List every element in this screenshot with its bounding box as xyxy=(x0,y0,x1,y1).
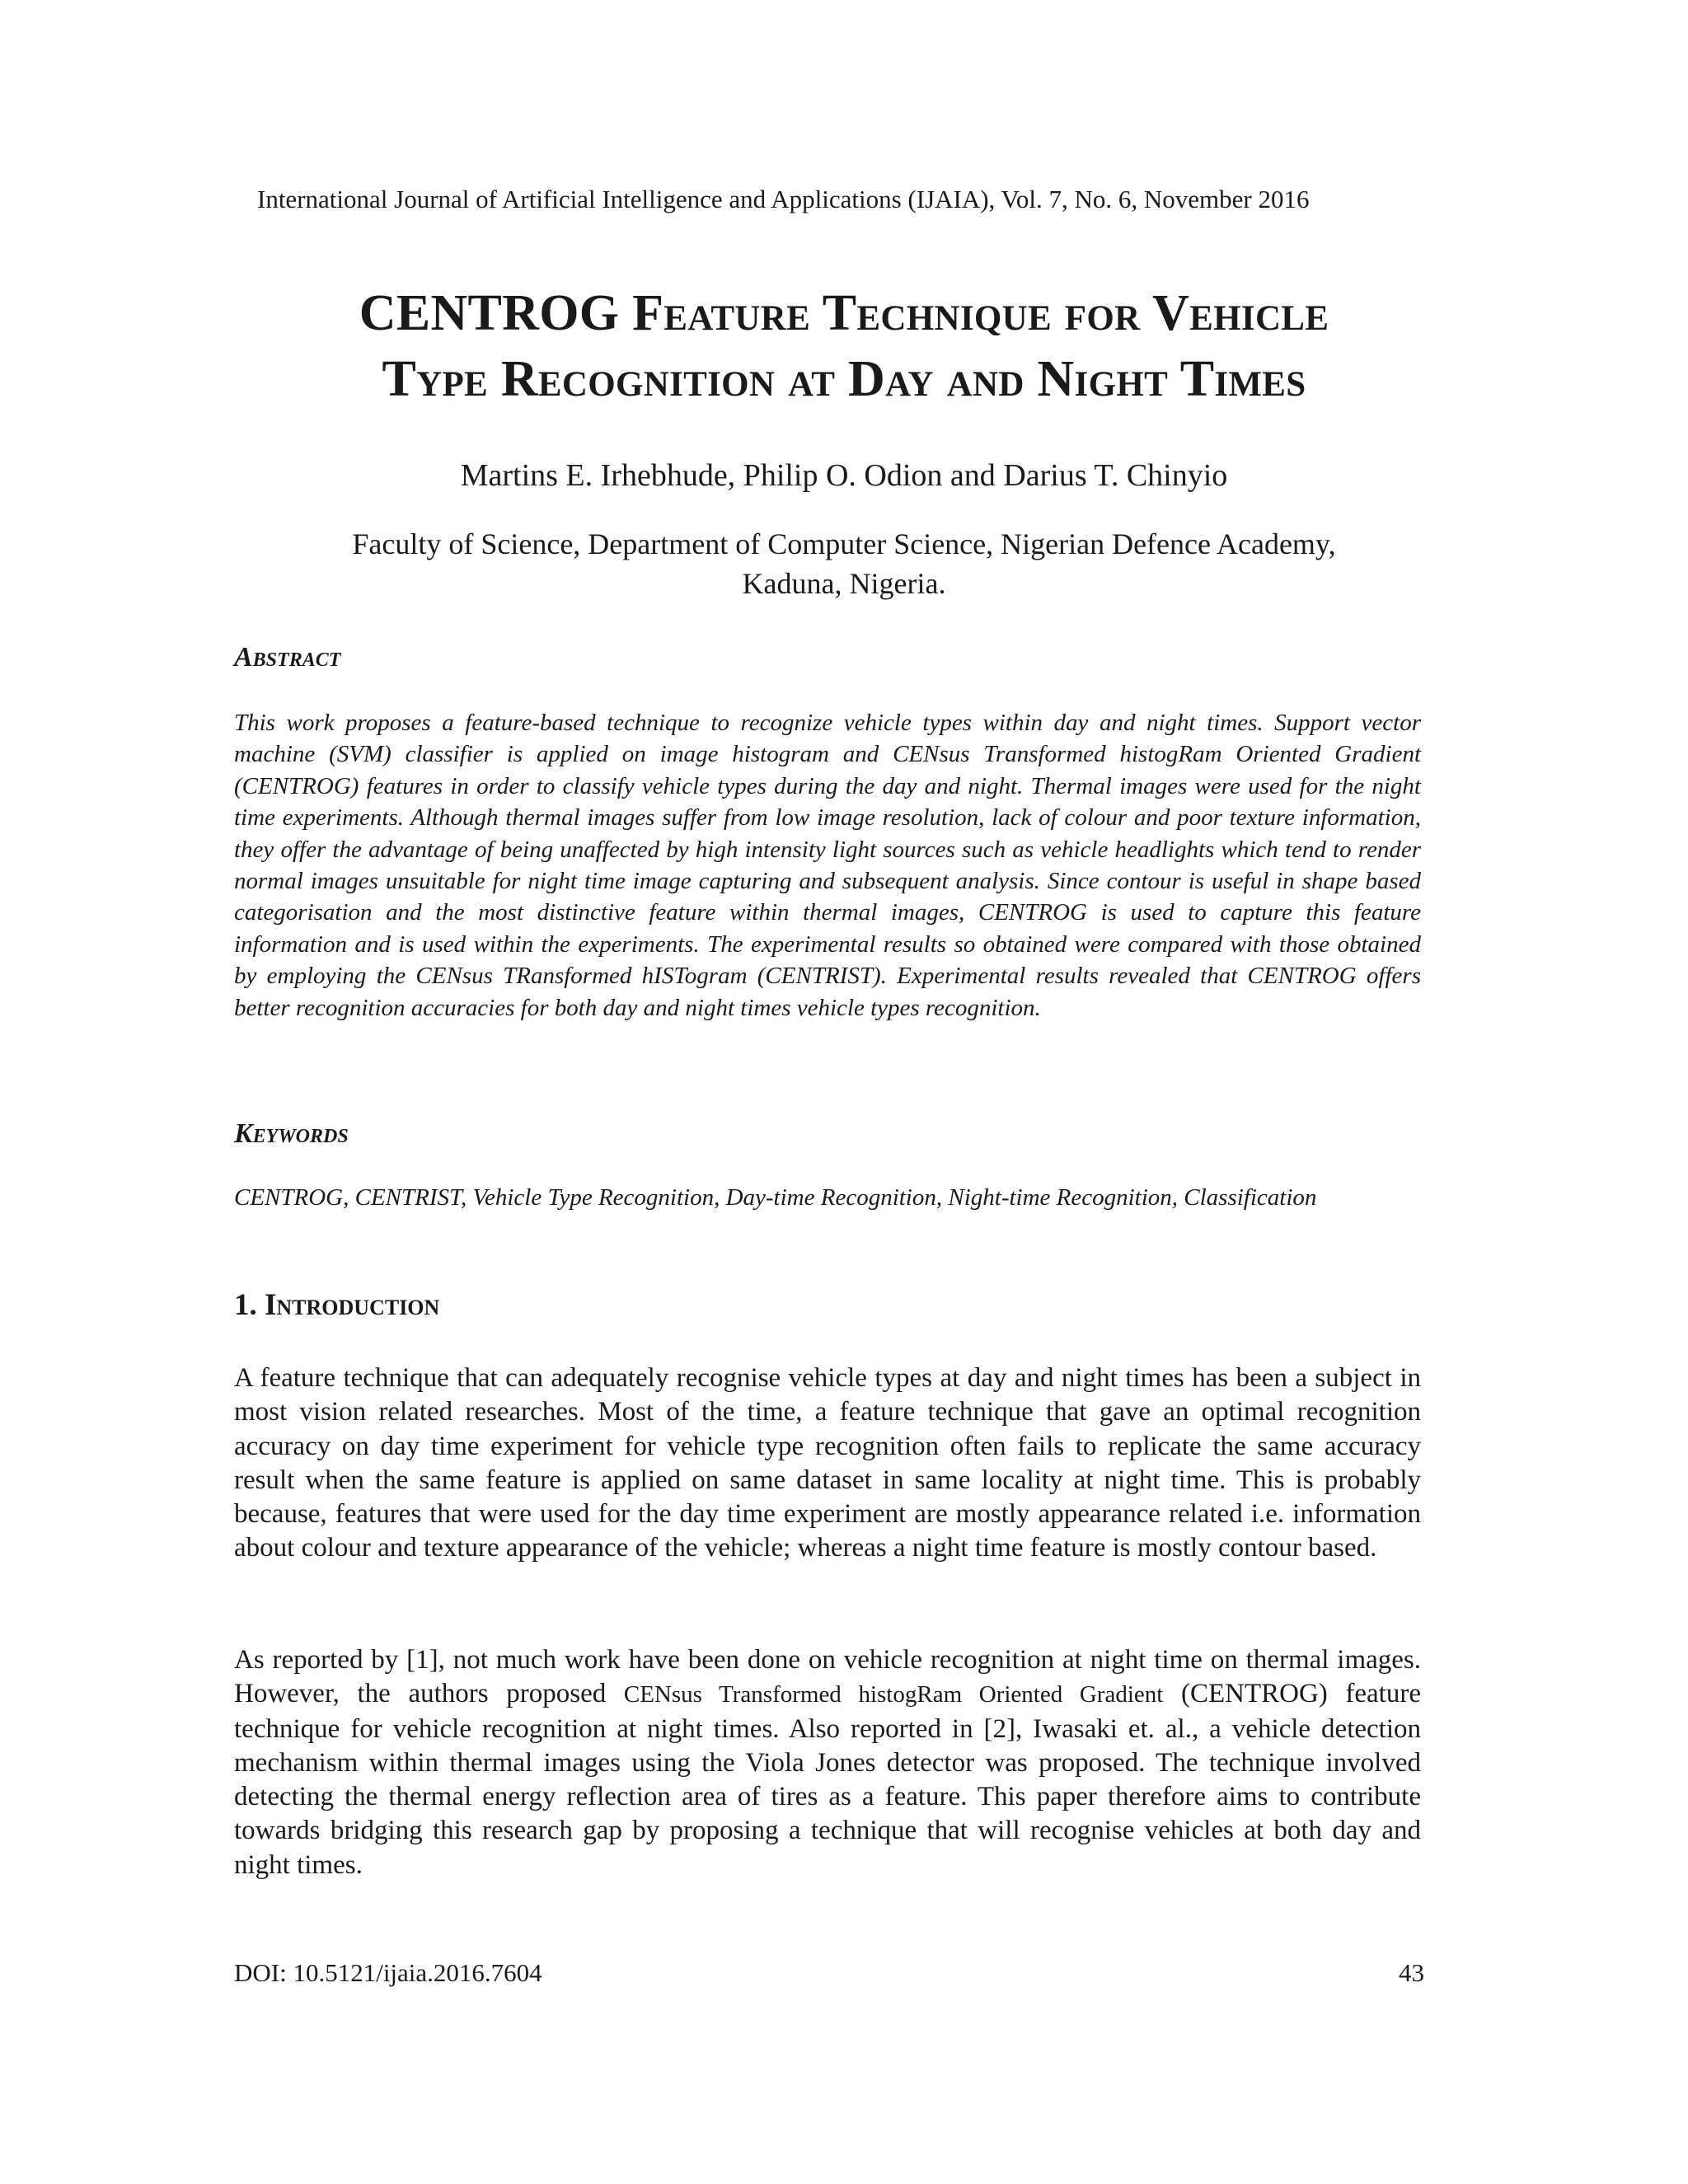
running-header: International Journal of Artificial Intelligence and Applications (IJAIA), Vol. 7, No. 6, November 2016 xyxy=(257,185,1310,213)
affiliation-line-2: Kaduna, Nigeria. xyxy=(742,567,946,600)
introduction-heading xyxy=(234,1286,439,1325)
abstract-text: This work proposes a feature-based technique to recognize vehicle types within day and night times. Support vector machine (SVM) classifier is applied on image histogram and CENsus Transformed histogRam Oriented Gradient (CENTROG) features in order to classify vehicle types during the day and night. Thermal images were used for the night time experiments. Although thermal images suffer from low image resolution, lack of colour and poor texture information, they offer the advantage of being unaffected by high intensity light sources such as vehicle headlights which tend to render normal images unsuitable for night time image capturing and subsequent analysis. Since contour is useful in shape based categorisation and the most distinctive feature within thermal images, CENTROG is used to capture this feature information and is used within the experiments. The experimental results so obtained were compared with those obtained by employing the CENsus TRansformed hISTogram (CENTRIST). Experimental results revealed that CENTROG offers better recognition accuracies for both day and night times vehicle types recognition. xyxy=(234,710,1421,1021)
section-number: 1. xyxy=(234,1288,257,1322)
affiliation xyxy=(247,524,1441,603)
authors: Martins E. Irhebhude, Philip O. Odion and Darius T. Chinyio xyxy=(460,458,1228,493)
keywords-text: CENTROG, CENTRIST, Vehicle Type Recognition, Day-time Recognition, Night-time Recognition, Classification xyxy=(234,1184,1317,1211)
abstract-heading: Abstract xyxy=(234,642,341,673)
introduction-paragraph-1: A feature technique that can adequately recognise vehicle types at day and night times has been a subject in most vision related researches. Most of the time, a feature technique that gave an optimal recognition accuracy on day time experiment for vehicle type recognition often fails to replicate the same accuracy result when the same feature is applied on same dataset in same locality at night time. This is probably because, features that were used for the day time experiment are mostly appearance related i.e. information about colour and texture appearance of the vehicle; whereas a night time feature is mostly contour based. xyxy=(234,1363,1421,1563)
section-title: Introduction xyxy=(265,1288,440,1322)
introduction-paragraph-2 xyxy=(234,1643,1421,1882)
paragraph-2-end: (CENTROG) feature technique for vehicle recognition at night times. Also reported in [2], Iwasaki et. al., a vehicle detection mechanism within thermal images using the Viola Jones detector was proposed. The technique involved detecting the thermal energy reflection area of tires as a feature. This paper therefore aims to contribute towards bridging this research gap by proposing a technique that will recognise vehicles at both day and night times. xyxy=(234,1679,1421,1880)
title-line-2: Type Recognition at Day and Night Times xyxy=(382,351,1306,407)
title-line-1: CENTROG Feature Technique for Vehicle xyxy=(359,285,1329,341)
page-number: 43 xyxy=(1399,1958,1424,1987)
paragraph-2-start: As reported by [1], not much work have been done on vehicle recognition at night time on thermal images. However, the authors proposed xyxy=(234,1645,1421,1709)
paragraph-2-term: CENsus Transformed histogRam Oriented Gradient xyxy=(623,1681,1164,1708)
keywords-heading: Keywords xyxy=(234,1118,349,1149)
affiliation-line-1: Faculty of Science, Department of Computer Science, Nigerian Defence Academy, xyxy=(352,527,1336,560)
paper-title xyxy=(165,280,1523,412)
doi: DOI: 10.5121/ijaia.2016.7604 xyxy=(234,1958,542,1987)
